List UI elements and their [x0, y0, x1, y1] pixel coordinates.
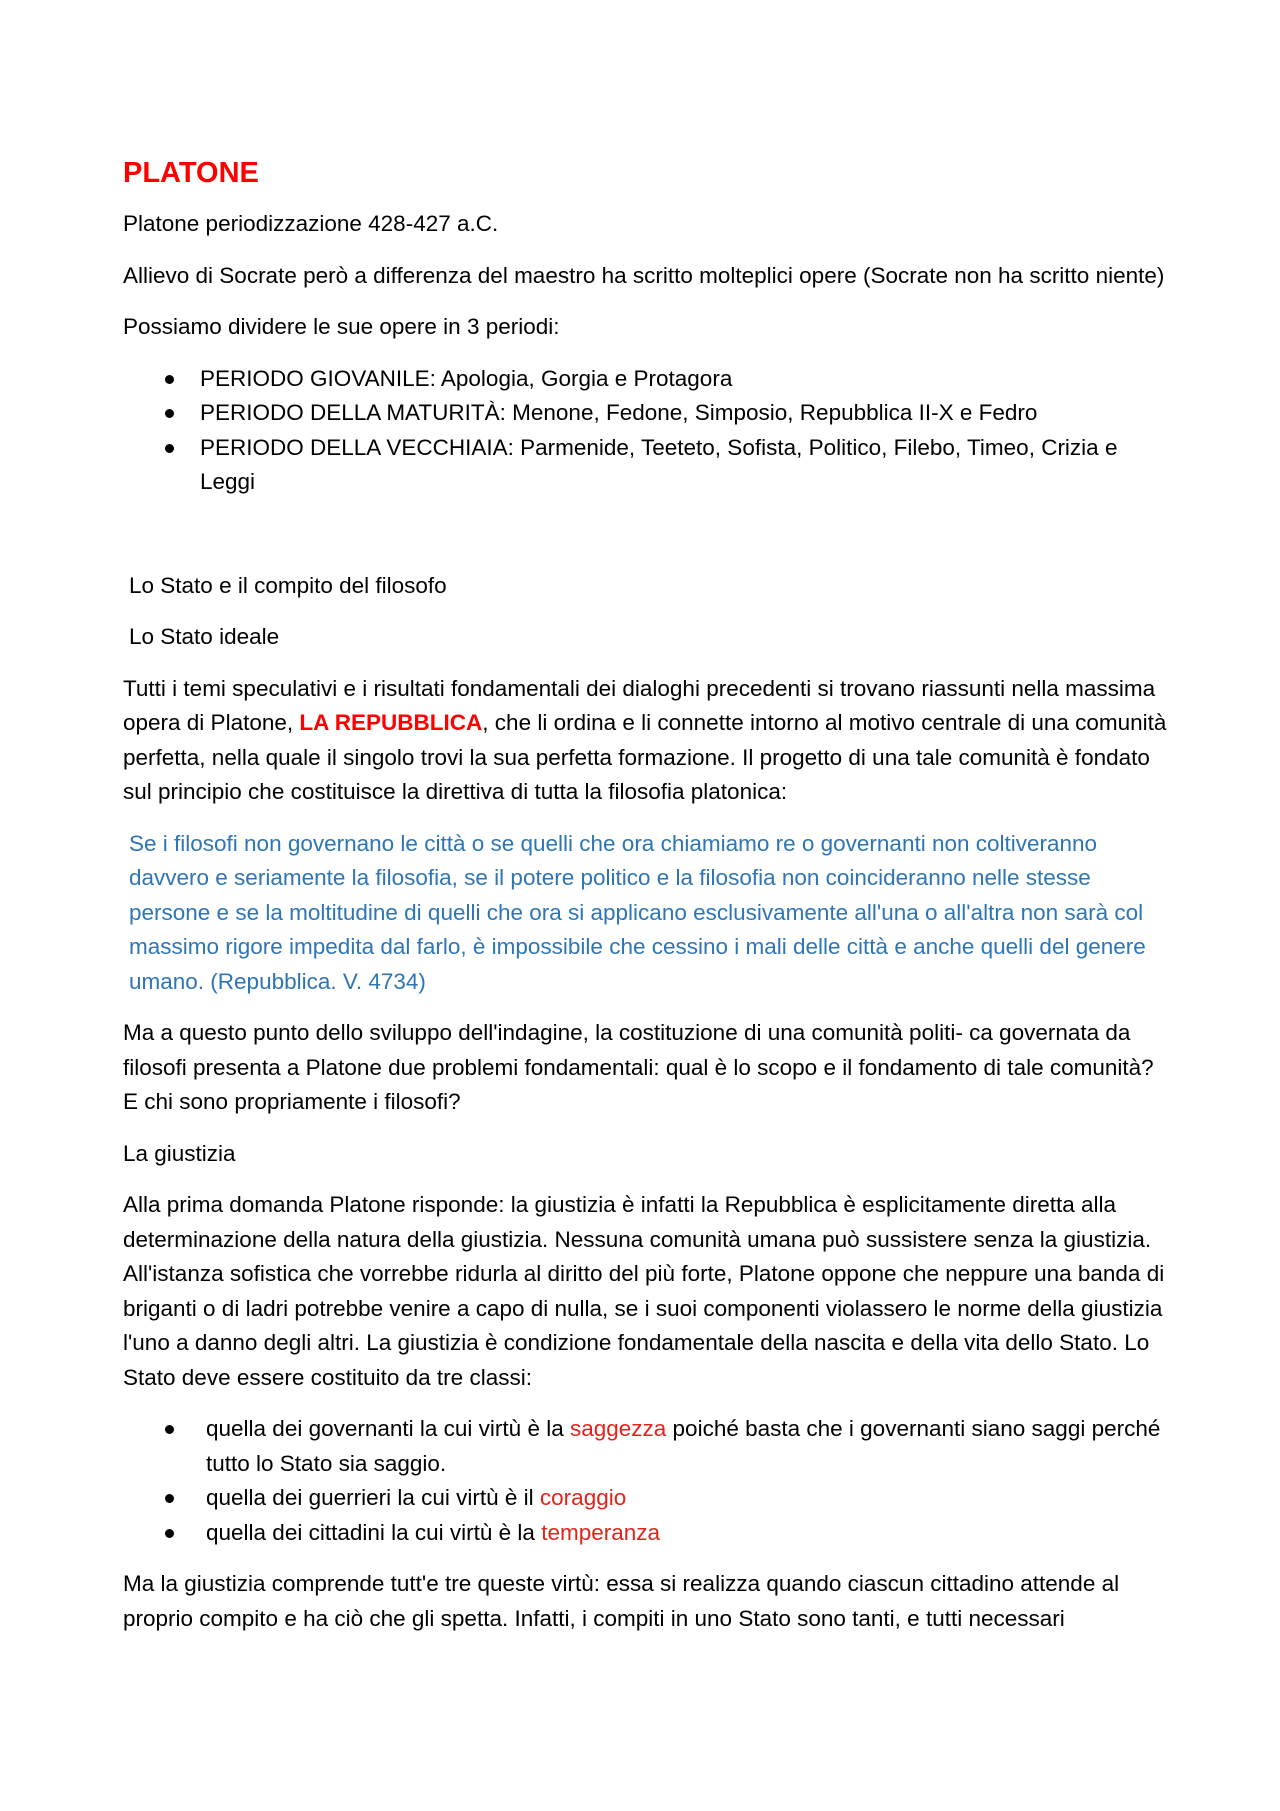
period-text: PERIODO DELLA MATURITÀ: Menone, Fedone, Simposio, Repubblica II-X e Fedro — [200, 400, 1038, 425]
document-page — [123, 153, 1173, 1653]
giustizia-heading: La giustizia — [123, 1140, 236, 1166]
spacer — [123, 517, 1173, 569]
virtue-label: temperanza — [541, 1519, 661, 1545]
classes-list — [123, 1412, 1173, 1550]
stato-text-after: , che li ordina e li connette intorno al motivo centrale di una comunità perfetta, nella quale il singolo trovi la sua perfetta formazione. Il progetto di una tale comunità è fondato sul principio che costituisce la direttiva di tutta la filosofia platonica: — [123, 710, 1167, 804]
bullet-icon — [165, 444, 174, 453]
list-item — [123, 362, 1173, 397]
bullet-icon — [165, 375, 174, 384]
list-item — [123, 1412, 1173, 1481]
bullet-icon — [165, 409, 174, 418]
period-text: PERIODO GIOVANILE: Apologia, Gorgia e Protagora — [200, 365, 733, 391]
bullet-icon — [165, 1529, 174, 1538]
section-heading: Lo Stato e il compito del filosofo — [129, 572, 447, 598]
list-item — [123, 431, 1173, 500]
bullet-icon — [165, 1425, 174, 1434]
document-title: PLATONE — [123, 157, 259, 189]
intro-student: Allievo di Socrate però a differenza del maestro ha scritto molteplici opere (Socrate non ha scritto niente) — [123, 262, 1165, 288]
class-text-before: quella dei governanti la cui virtù è la — [206, 1416, 570, 1441]
repubblica-quote: Se i filosofi non governano le città o se quelli che ora chiamiamo re o governanti non coltiveranno davvero e seriamente la filosofia, se il potere politico e la filosofia non coincideranno nelle stesse persone e se la moltitudine di quelli che ora si applicano esclusivamente all'una o all'altra non sarà col massimo rigore impedita dal farlo, è impossibile che cessino i mali delle città e anche quelli del genere umano. (Repubblica. V. 4734) — [129, 830, 1146, 994]
class-text-before: quella dei guerrieri la cui virtù è il — [206, 1485, 540, 1510]
intro-periods-lead: Possiamo dividere le sue opere in 3 periodi: — [123, 314, 560, 339]
subsection-heading: Lo Stato ideale — [129, 624, 280, 649]
giustizia-paragraph: Alla prima domanda Platone risponde: la giustizia è infatti la Repubblica è esplicitamente diretta alla determinazione della natura della giustizia. Nessuna comunità umana può sussistere senza la giustizia. All'istanza sofistica che vorrebbe ridurla al diritto del più forte, Platone oppone che neppure una banda di briganti o di ladri potrebbe venire a capo di nulla, se i suoi componenti violassero le norme della giustizia l'uno a danno degli altri. La giustizia è condizione fondamentale della nascita e della vita dello Stato. Lo Stato deve essere costituito da tre classi: — [123, 1192, 1165, 1390]
closing-paragraph: Ma la giustizia comprende tutt'e tre queste virtù: essa si realizza quando ciascun cittadino attende al proprio compito e ha ciò che gli spetta. Infatti, i compiti in uno Stato sono tanti, e tutti necessari — [123, 1571, 1120, 1631]
list-item — [123, 396, 1173, 431]
list-item — [123, 1516, 1173, 1551]
intro-dates: Platone periodizzazione 428-427 a.C. — [123, 211, 499, 236]
virtue-label: coraggio — [539, 1485, 627, 1510]
stato-paragraph — [123, 672, 1173, 810]
repubblica-highlight: LA REPUBBLICA — [299, 710, 483, 735]
stato-text-before: Tutti i temi speculativi e i risultati fondamentali dei dialoghi precedenti si trovano riassunti nella massima opera di Platone, — [123, 675, 1156, 735]
virtue-label: saggezza — [569, 1416, 667, 1441]
periods-list — [123, 362, 1173, 500]
bullet-icon — [165, 1494, 174, 1503]
class-text-after: poiché basta che i governanti siano saggi perché tutto lo Stato sia saggio. — [206, 1416, 1161, 1476]
class-text-before: quella dei cittadini la cui virtù è la — [206, 1519, 542, 1545]
list-item — [123, 1481, 1173, 1516]
period-text: PERIODO DELLA VECCHIAIA: Parmenide, Teeteto, Sofista, Politico, Filebo, Timeo, Crizia e Leggi — [200, 434, 1118, 494]
problems-paragraph: Ma a questo punto dello sviluppo dell'indagine, la costituzione di una comunità politi- ca governata da filosofi presenta a Platone due problemi fondamentali: qual è lo scopo e il fondamento di tale comunità? E chi sono propriamente i filosofi? — [123, 1020, 1154, 1114]
